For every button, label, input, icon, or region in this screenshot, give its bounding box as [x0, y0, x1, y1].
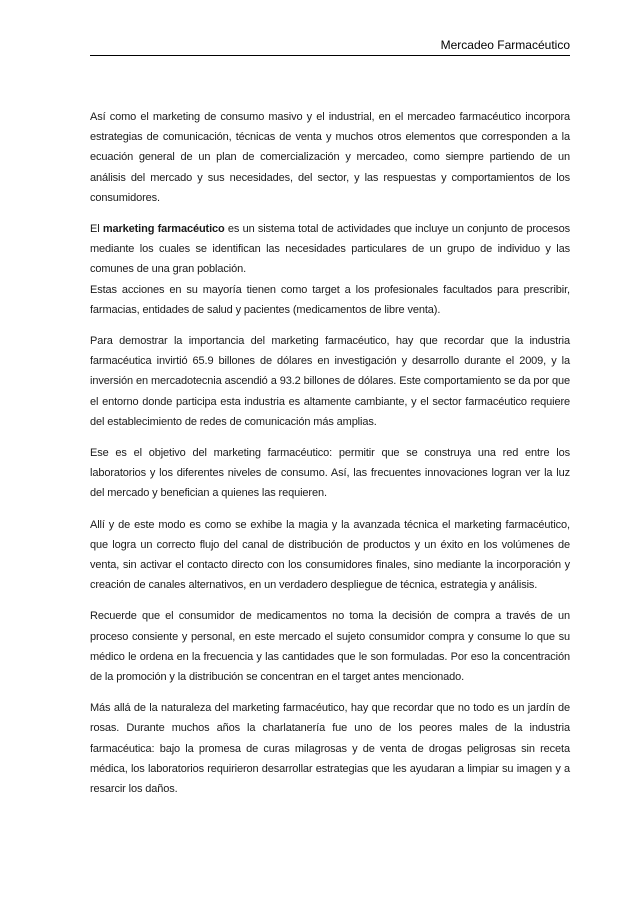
paragraph-intro: Así como el marketing de consumo masivo y el industrial, en el mercadeo farmacéutico incorpora estrategias de comunicación, técnicas de venta y muchos otros elementos que corresponden a la ecuación general de un plan de comercialización y mercadeo, como siempre partiendo de un análisis del mercado y sus necesidades, del sector, y las respuestas y comportamientos de los consumidores.: [90, 111, 570, 204]
definition-text: es un sistema total de actividades que incluye un conjunto de procesos mediante los cuales se identifican las necesidades particulares de un grupo de individuo y las comunes de una gran población.: [90, 223, 570, 276]
paragraph-consumer: Recuerde que el consumidor de medicamentos no toma la decisión de compra a través de un proceso consiente y personal, en este mercado el sujeto consumidor compra y consume lo que su médico le ordena en la frecuencia y las cantidades que le son formuladas. Por eso la concentración de la promoción y la distribución se concentran en el target antes mencionado.: [90, 610, 570, 684]
definition-prefix: El: [90, 223, 103, 236]
paragraph-target: Estas acciones en su mayoría tienen como target a los profesionales facultados para prescribir, farmacias, entidades de salud y pacientes (medicamentos de libre venta).: [90, 283, 570, 316]
paragraph-objective: Ese es el objetivo del marketing farmacéutico: permitir que se construya una red entre los laboratorios y los diferentes niveles de consumo. Así, las frecuentes innovaciones logran ver la luz del mercado y benefician a quienes las requieren.: [90, 447, 570, 500]
paragraph-definition: [90, 219, 570, 280]
paragraph-magic: Allí y de este modo es como se exhibe la magia y la avanzada técnica el marketing farmacéutico, que logra un correcto flujo del canal de distribución de productos y un éxito en los volúmenes de venta, sin activar el contacto directo con los consumidores finales, sino mediante la incorporación y creación de canales alternativos, en un verdadero despliegue de técnica, estrategia y análisis.: [90, 518, 570, 592]
header-title: Mercadeo Farmacéutico: [437, 37, 570, 53]
definition-term: marketing farmacéutico: [102, 223, 225, 236]
document-body: [90, 107, 570, 810]
paragraph-history: Más allá de la naturaleza del marketing farmacéutico, hay que recordar que no todo es un jardín de rosas. Durante muchos años la charlatanería fue uno de los peores males de la industria farmacéutica: bajo la promesa de curas milagrosas y de venta de drogas peligrosas sin receta médica, los laboratorios requirieron desarrollar estrategias que les ayudaran a limpiar su imagen y a resarcir los daños.: [90, 702, 570, 796]
header-rule: [90, 55, 570, 56]
page-header: [90, 36, 570, 56]
paragraph-importance: Para demostrar la importancia del marketing farmacéutico, hay que recordar que la industria farmacéutica invirtió 65.9 billones de dólares en investigación y desarrollo durante el 2009, y la inversión en mercadotecnia ascendió a 93.2 billones de dólares. Este comportamiento se da por que el entorno donde participa esta industria es altamente cambiante, y el sector farmacéutico requiere del establecimiento de redes de comunicación más amplias.: [90, 335, 570, 428]
